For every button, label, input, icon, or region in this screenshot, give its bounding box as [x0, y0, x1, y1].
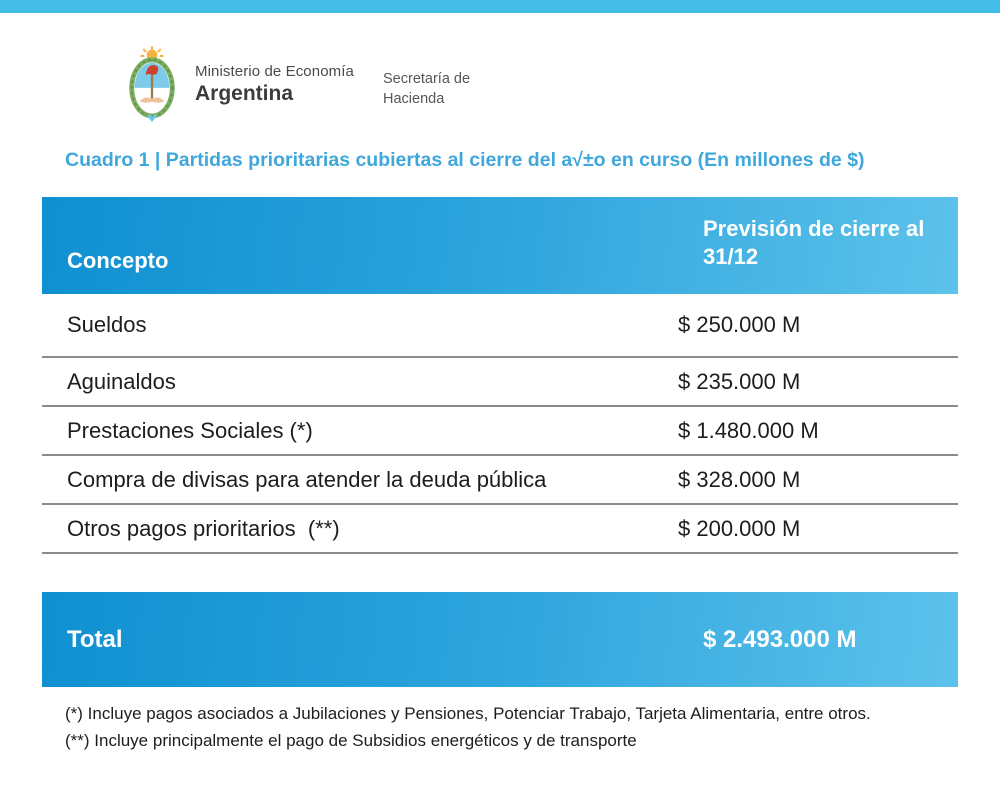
top-accent-bar [0, 0, 1000, 13]
ministry-text-block [195, 63, 354, 106]
footnotes [65, 700, 965, 754]
table-total-row [42, 592, 958, 687]
table-row [42, 456, 958, 505]
row-value: $ 328.000 M [678, 466, 801, 492]
ministry-brand [123, 46, 354, 122]
secretariat-name: Secretaría de Hacienda [383, 71, 471, 107]
table-row [42, 505, 958, 554]
table-body [42, 294, 958, 554]
column-header-value: Previsión de cierre al 31/12 [703, 216, 925, 269]
table-title: Cuadro 1 | Partidas prioritarias cubiertas al cierre del a√±o en curso (En millones de $) [65, 149, 865, 171]
table-row [42, 407, 958, 456]
ministry-name: Ministerio de Economía [195, 62, 354, 80]
column-header-concept: Concepto [67, 248, 169, 273]
row-concept: Otros pagos prioritarios (**) [67, 515, 340, 541]
argentina-coat-of-arms-icon [123, 46, 181, 122]
table-header [42, 197, 958, 294]
table-row [42, 358, 958, 407]
total-value: $ 2.493.000 M [703, 625, 857, 653]
total-label: Total [67, 625, 123, 653]
ministry-country: Argentina [195, 81, 294, 105]
footnote-2: (**) Incluye principalmente el pago de Subsidios energéticos y de transporte [65, 731, 637, 750]
row-concept: Aguinaldos [67, 368, 176, 394]
row-concept: Sueldos [67, 312, 147, 337]
row-value: $ 250.000 M [678, 312, 801, 337]
row-value: $ 1.480.000 M [678, 417, 819, 443]
footnote-1: (*) Incluye pagos asociados a Jubilaciones y Pensiones, Potenciar Trabajo, Tarjeta Alimentaria, entre otros. [65, 704, 871, 723]
row-concept: Compra de divisas para atender la deuda pública [67, 466, 547, 492]
row-value: $ 235.000 M [678, 368, 801, 394]
row-concept: Prestaciones Sociales (*) [67, 417, 313, 443]
row-value: $ 200.000 M [678, 515, 801, 541]
table-row [42, 294, 958, 358]
